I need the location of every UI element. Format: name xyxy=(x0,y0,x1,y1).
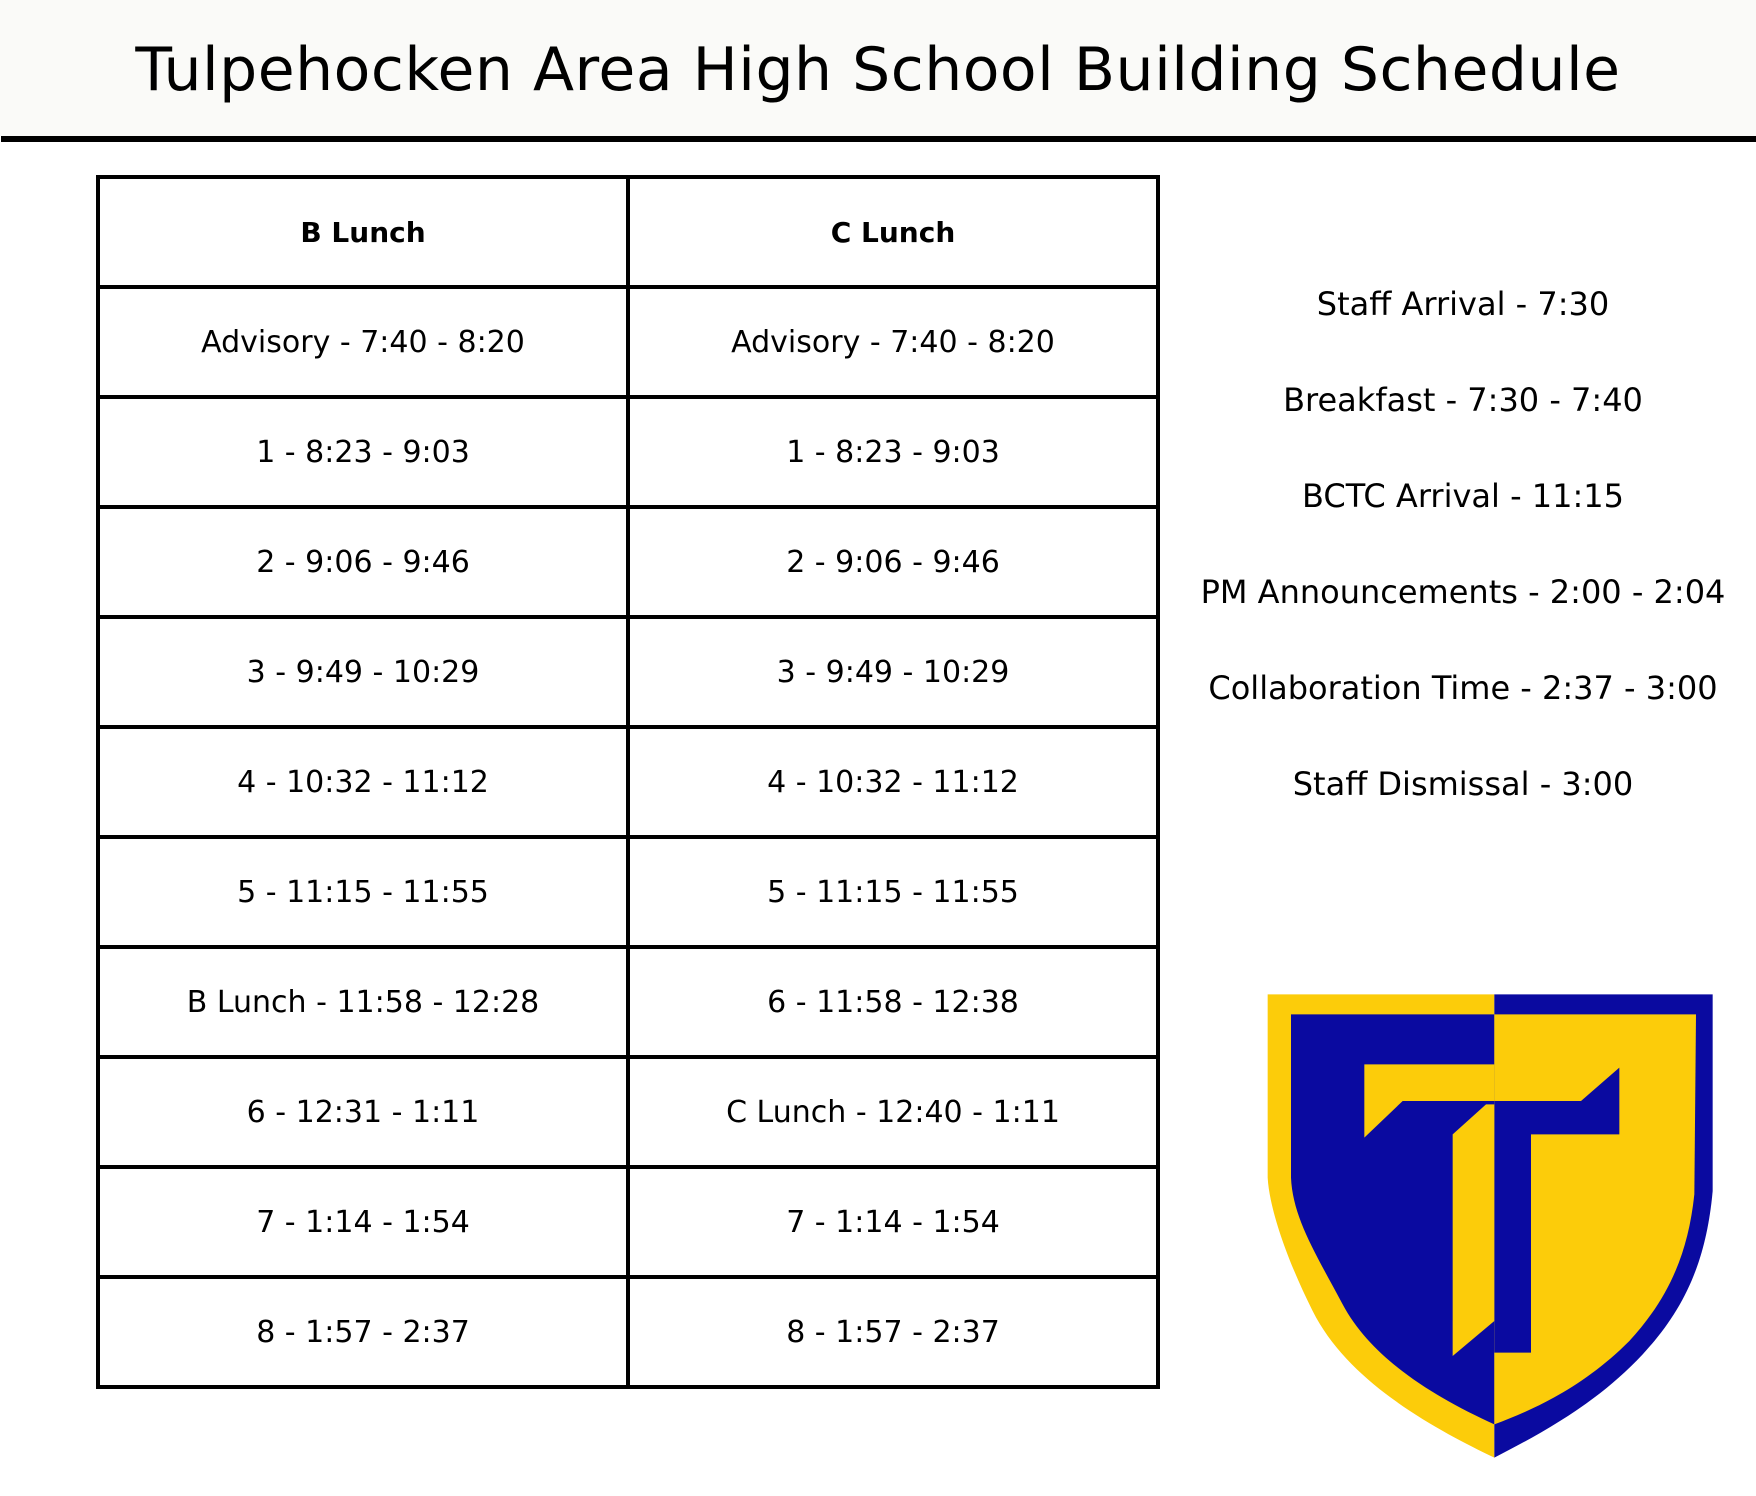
b-lunch-cell: 7 - 1:14 - 1:54 xyxy=(98,1167,628,1277)
b-lunch-cell: 4 - 10:32 - 11:12 xyxy=(98,727,628,837)
staff-notes xyxy=(1170,280,1756,856)
c-lunch-cell: 8 - 1:57 - 2:37 xyxy=(628,1277,1158,1387)
c-lunch-cell: 5 - 11:15 - 11:55 xyxy=(628,837,1158,947)
note-breakfast: Breakfast - 7:30 - 7:40 xyxy=(1283,381,1643,419)
school-shield-logo-icon xyxy=(1266,991,1716,1463)
table-row xyxy=(98,727,1158,837)
column-header-c-lunch: C Lunch xyxy=(628,177,1158,287)
c-lunch-cell: 7 - 1:14 - 1:54 xyxy=(628,1167,1158,1277)
table-row xyxy=(98,947,1158,1057)
b-lunch-cell: 1 - 8:23 - 9:03 xyxy=(98,397,628,507)
table-row xyxy=(98,1277,1158,1387)
page-title: Tulpehocken Area High School Building Schedule xyxy=(135,35,1621,105)
table-header-row xyxy=(98,177,1158,287)
table-row xyxy=(98,1167,1158,1277)
c-lunch-cell: Advisory - 7:40 - 8:20 xyxy=(628,287,1158,397)
note-bctc-arrival: BCTC Arrival - 11:15 xyxy=(1302,477,1624,515)
table-row xyxy=(98,287,1158,397)
table-row xyxy=(98,1057,1158,1167)
b-lunch-cell: B Lunch - 11:58 - 12:28 xyxy=(98,947,628,1057)
table-row xyxy=(98,617,1158,727)
c-lunch-cell: 3 - 9:49 - 10:29 xyxy=(628,617,1158,727)
note-staff-arrival: Staff Arrival - 7:30 xyxy=(1316,285,1610,323)
c-lunch-cell: 1 - 8:23 - 9:03 xyxy=(628,397,1158,507)
table-row xyxy=(98,397,1158,507)
c-lunch-cell: 4 - 10:32 - 11:12 xyxy=(628,727,1158,837)
note-staff-dismissal: Staff Dismissal - 3:00 xyxy=(1292,765,1634,803)
note-pm-announcements: PM Announcements - 2:00 - 2:04 xyxy=(1200,573,1726,611)
b-lunch-cell: 6 - 12:31 - 1:11 xyxy=(98,1057,628,1167)
note-collaboration-time: Collaboration Time - 2:37 - 3:00 xyxy=(1208,669,1718,707)
table-row xyxy=(98,837,1158,947)
b-lunch-cell: 5 - 11:15 - 11:55 xyxy=(98,837,628,947)
c-lunch-cell: C Lunch - 12:40 - 1:11 xyxy=(628,1057,1158,1167)
page-header xyxy=(0,0,1756,136)
column-header-b-lunch: B Lunch xyxy=(98,177,628,287)
header-divider xyxy=(1,136,1756,142)
c-lunch-cell: 2 - 9:06 - 9:46 xyxy=(628,507,1158,617)
schedule-table xyxy=(96,175,1160,1389)
b-lunch-cell: 2 - 9:06 - 9:46 xyxy=(98,507,628,617)
b-lunch-cell: 8 - 1:57 - 2:37 xyxy=(98,1277,628,1387)
b-lunch-cell: Advisory - 7:40 - 8:20 xyxy=(98,287,628,397)
c-lunch-cell: 6 - 11:58 - 12:38 xyxy=(628,947,1158,1057)
table-row xyxy=(98,507,1158,617)
b-lunch-cell: 3 - 9:49 - 10:29 xyxy=(98,617,628,727)
